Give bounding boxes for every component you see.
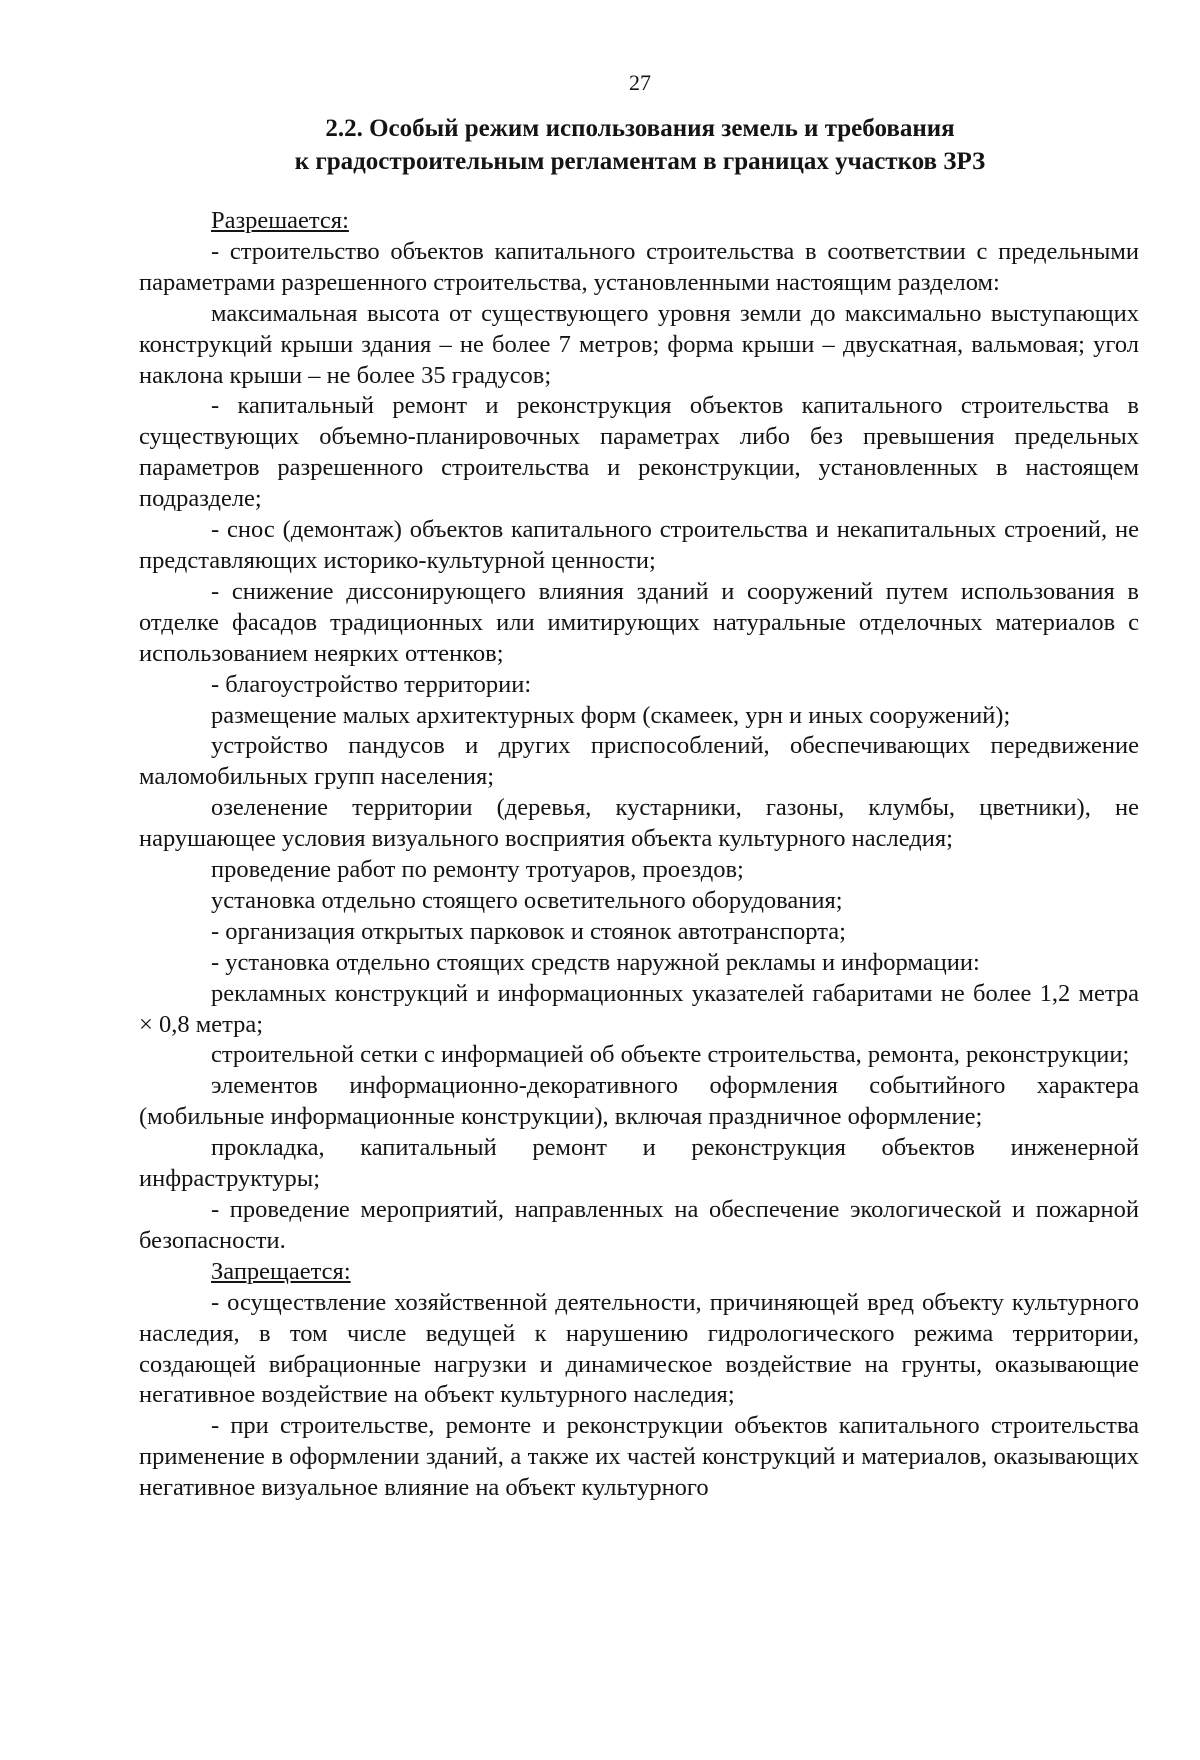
heading-line-2: к градостроительным регламентам в границах участков ЗРЗ (294, 148, 986, 175)
paragraph: - установка отдельно стоящих средств наружной рекламы и информации: (211, 948, 980, 976)
paragraph: прокладка, капитальный ремонт и реконструкция объектов инженерной инфраструктуры; (139, 1134, 1139, 1193)
paragraph: - осуществление хозяйственной деятельности, причиняющей вред объекту культурного наследия, в том числе ведущей к нарушению гидрологического режима территории, создающей вибрационные нагрузки и динамическое воздействие на грунты, оказывающие негативное воздействие на объект культурного наследия; (139, 1288, 1139, 1409)
paragraph: проведение работ по ремонту тротуаров, проездов; (211, 856, 744, 884)
document-body (139, 206, 1139, 1504)
paragraph: - проведение мероприятий, направленных на обеспечение экологической и пожарной безопасности. (139, 1196, 1139, 1254)
paragraph: - снижение диссонирующего влияния зданий и сооружений путем использования в отделке фасадов традиционных или имитирующих натуральные отделочных материалов с использованием неярких оттенков; (139, 577, 1139, 667)
paragraph: - снос (демонтаж) объектов капитального строительства и некапитальных строений, не представляющих историко-культурной ценности; (139, 516, 1139, 574)
paragraph: - строительство объектов капитального строительства в соответствии с предельными параметрами разрешенного строительства, установленными настоящим разделом: (139, 237, 1139, 296)
paragraph: - капитальный ремонт и реконструкция объектов капитального строительства в существующих объемно-планировочных параметрах либо без превышения предельных параметров разрешенного строительства и реконструкции, установленных в настоящем подразделе; (139, 392, 1139, 513)
prohibited-label: Запрещается: (211, 1257, 351, 1285)
paragraph: - благоустройство территории: (211, 670, 532, 698)
paragraph: строительной сетки с информацией об объекте строительства, ремонта, реконструкции; (211, 1041, 1130, 1069)
paragraph: - организация открытых парковок и стоянок автотранспорта; (211, 917, 846, 945)
paragraph: озеленение территории (деревья, кустарники, газоны, клумбы, цветники), не нарушающее условия визуального восприятия объекта культурного наследия; (139, 794, 1139, 853)
paragraph: устройство пандусов и других приспособлений, обеспечивающих передвижение маломобильных групп населения; (139, 732, 1139, 791)
paragraph: элементов информационно-декоративного оформления событийного характера (мобильные информационные конструкции), включая праздничное оформление; (139, 1072, 1139, 1131)
allowed-label: Разрешается: (211, 207, 349, 234)
paragraph: установка отдельно стоящего осветительного оборудования; (211, 886, 843, 914)
heading-line-1: 2.2. Особый режим использования земель и требования (325, 115, 955, 142)
page-number: 27 (629, 70, 651, 95)
paragraph: максимальная высота от существующего уровня земли до максимально выступающих конструкций крыши здания – не более 7 метров; форма крыши – двускатная, вальмовая; угол наклона крыши – не более 35 градусов; (139, 299, 1139, 389)
paragraph: - при строительстве, ремонте и реконструкции объектов капитального строительства применение в оформлении зданий, а также их частей конструкций и материалов, оказывающих негативное визуальное влияние на объект культурного (139, 1412, 1139, 1502)
paragraph: размещение малых архитектурных форм (скамеек, урн и иных сооружений); (211, 701, 1011, 729)
paragraph: рекламных конструкций и информационных указателей габаритами не более 1,2 метра × 0,8 метра; (139, 979, 1139, 1038)
section-heading (140, 112, 1140, 178)
